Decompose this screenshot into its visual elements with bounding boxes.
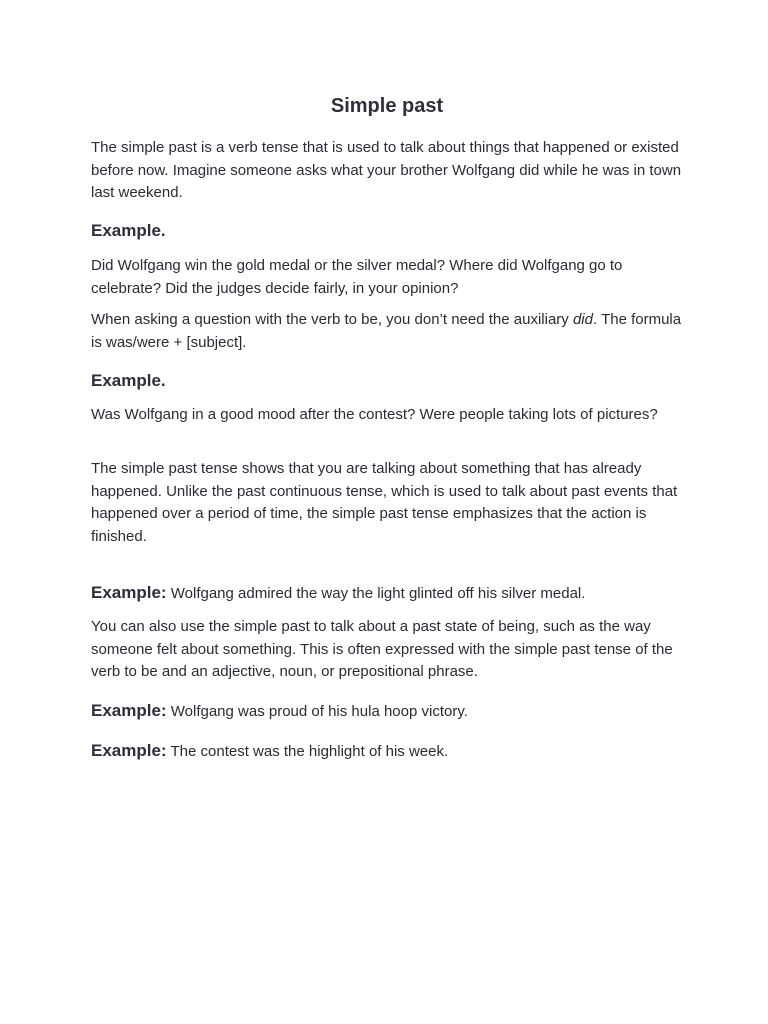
example-label-3: Example: (91, 583, 167, 602)
example-line-4 (91, 700, 691, 723)
be-note-paragraph (91, 309, 683, 354)
finished-note-paragraph: The simple past tense shows that you are talking about something that has already happened. Unlike the past continuous tense, which is used to talk about past events that happened over a period of time, the simple past tense emphasizes that the action is finished. (91, 460, 678, 545)
example-line-3 (91, 582, 691, 605)
be-note-text-after: . The formula is was/were + [subject]. (91, 311, 682, 351)
example-label-5: Example: (91, 741, 167, 760)
page-title: Simple past (330, 95, 444, 117)
example-heading-2: Example. (91, 371, 166, 390)
state-note-paragraph: You can also use the simple past to talk about a past state of being, such as the way someone felt about something. This is often expressed with the simple past tense of the verb to be and an adjective, noun, or prepositional phrase. (91, 618, 673, 680)
example-paragraph-2: Was Wolfgang in a good mood after the contest? Were people taking lots of pictures? (91, 406, 658, 423)
example-text-3: Wolfgang admired the way the light glinted off his silver medal. (166, 585, 586, 602)
be-note-emphasis: did (572, 311, 593, 328)
example-heading-1: Example. (91, 221, 166, 240)
example-line-5 (91, 740, 691, 763)
example-label-4: Example: (91, 701, 167, 720)
intro-paragraph: The simple past is a verb tense that is used to talk about things that happened or existed before now. Imagine someone asks what your brother Wolfgang did while he was in town last weekend. (91, 139, 682, 201)
example-text-4: Wolfgang was proud of his hula hoop victory. (166, 703, 468, 720)
be-note-text-before: When asking a question with the verb to be, you don’t need the auxiliary (91, 311, 573, 328)
example-text-5: The contest was the highlight of his week. (166, 743, 449, 760)
example-paragraph-1: Did Wolfgang win the gold medal or the silver medal? Where did Wolfgang go to celebrate? Did the judges decide fairly, in your opinion? (91, 257, 623, 297)
